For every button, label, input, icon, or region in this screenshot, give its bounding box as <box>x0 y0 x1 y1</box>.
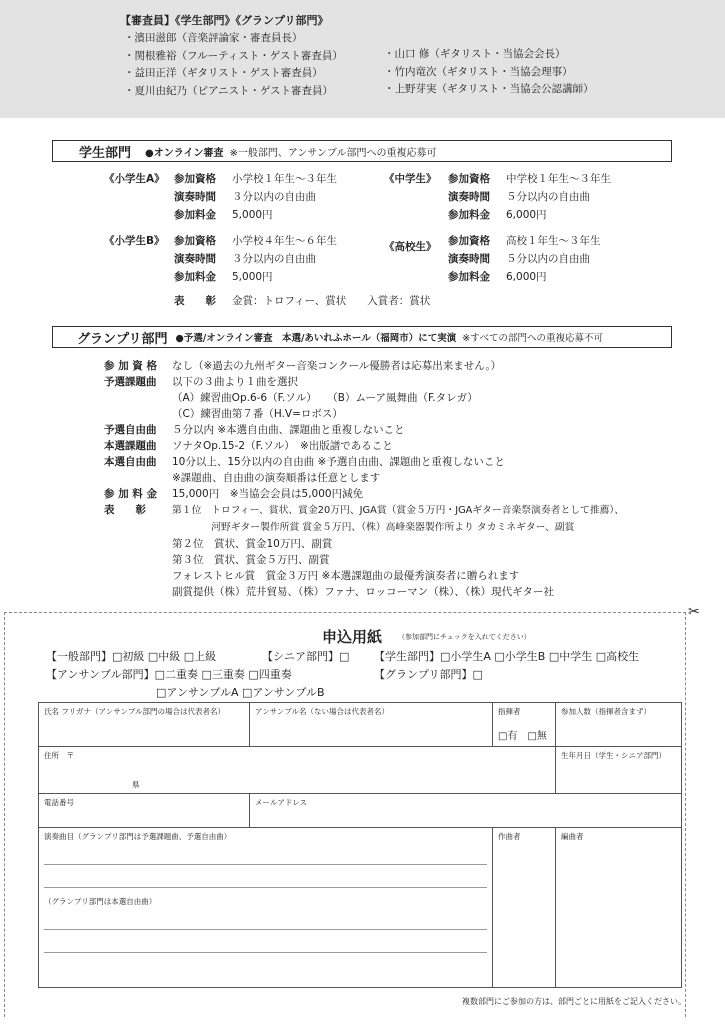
conductor-field[interactable] <box>493 703 556 747</box>
name-field[interactable] <box>39 703 250 747</box>
category-block <box>384 232 601 286</box>
judge-item: ・竹内竜次（ギタリスト・当協会理事） <box>384 65 573 78</box>
grandprix-section-header <box>52 326 672 348</box>
row-value: 小学校１年生～３年生 <box>232 173 337 185</box>
row-key: 参加資格 <box>448 235 490 247</box>
general-checkboxes[interactable]: 【一般部門】□初級 □中級 □上級 <box>46 650 217 663</box>
form-footer-note: 複数部門にご参加の方は、部門ごとに用紙をご記入ください。 <box>462 997 686 1006</box>
email-label: メールアドレス <box>255 798 308 807</box>
row-key: 参加料金 <box>448 209 490 221</box>
row-key: 参加資格 <box>174 173 216 185</box>
grandprix-section-title: グランプリ部門 <box>77 331 168 347</box>
participant-count-label: 参加人数（指揮者含まず） <box>561 707 651 716</box>
grandprix-bullet: ●予選/オンライン審査 本選/あいれふホール（福岡市）にて実演 <box>175 333 457 344</box>
row-value: ５分以内の自由曲 <box>506 191 590 203</box>
row-key: 演奏時間 <box>174 191 216 203</box>
conductor-options[interactable]: □有 □無 <box>498 731 547 742</box>
student-awards <box>174 292 430 310</box>
row-key: 表 彰 <box>174 295 216 307</box>
category-label: 《中学生》 <box>384 173 437 185</box>
participant-count-field[interactable] <box>556 703 682 747</box>
category-block <box>104 232 337 286</box>
row-value: フォレストヒル賞 賞金３万円 ※本選課題曲の最優秀演奏者に贈られます <box>172 570 520 582</box>
phone-label: 電話番号 <box>44 798 74 807</box>
address-field[interactable] <box>39 747 556 794</box>
composer-label: 作曲者 <box>498 832 521 841</box>
form-title: 申込用紙 <box>322 628 383 646</box>
row-value: ソナタOp.15-2（F.ソル） ※出版譜であること <box>172 440 393 452</box>
form-subtitle: （参加部門にチェックを入れてください） <box>398 633 531 641</box>
prefecture-label: 県 <box>132 780 140 789</box>
row-key: 予選課題曲 <box>104 376 157 388</box>
judges-right-list <box>384 46 594 99</box>
row-value: 第２位 賞状、賞金10万円、副賞 <box>172 538 333 550</box>
row-value: ３分以内の自由曲 <box>232 191 316 203</box>
row-value: 5,000円 <box>232 209 273 221</box>
row-key: 参 加 料 金 <box>104 488 157 500</box>
birthdate-label: 生年月日（学生・シニア部門） <box>561 751 666 760</box>
ensemble-name-field[interactable] <box>250 703 493 747</box>
judge-item: ・上野芽実（ギタリスト・当協会公認講師） <box>384 83 594 95</box>
row-key: 参加資格 <box>174 235 216 247</box>
ensemble-name-label: アンサンブル名（ない場合は代表者名） <box>255 707 390 716</box>
row-key: 参加料金 <box>174 271 216 283</box>
row-value: 第３位 賞状、賞金５万円、副賞 <box>172 554 330 566</box>
piece-field[interactable] <box>39 828 493 988</box>
row-value: ※課題曲、自由曲の演奏順番は任意とします <box>172 472 381 484</box>
row-value: ５分以内 ※本選自由曲、課題曲と重複しないこと <box>172 424 405 436</box>
student-note: ※一般部門、アンサンブル部門への重複応募可 <box>229 147 437 159</box>
phone-field[interactable] <box>39 794 250 828</box>
write-line <box>44 907 487 930</box>
row-value: 高校１年生～３年生 <box>506 235 601 247</box>
student-section-title: 学生部門 <box>79 145 132 161</box>
judges-heading: 【審査員】《学生部門》《グランプリ部門》 <box>120 14 329 27</box>
conductor-label: 指揮者 <box>498 707 521 716</box>
row-value: 6,000円 <box>506 271 547 283</box>
category-label: 《小学生A》 <box>104 173 165 185</box>
application-form <box>38 702 682 988</box>
row-value: 中学校１年生～３年生 <box>506 173 611 185</box>
senior-checkbox[interactable]: 【シニア部門】□ <box>262 650 350 663</box>
piece-label-2: （グランプリ部門は本選自由曲） <box>44 897 157 906</box>
student-section-header <box>52 140 672 162</box>
row-value: （A）練習曲Op.6-6（F.ソル） （B）ムーア風舞曲（F.タレガ） <box>172 392 478 404</box>
row-value: 小学校４年生～６年生 <box>232 235 337 247</box>
row-key: 演奏時間 <box>174 253 216 265</box>
row-key: 表 彰 <box>104 504 146 516</box>
row-value: 副賞提供（株）荒井貿易、（株）ファナ、ロッコーマン（株）、（株）現代ギター社 <box>172 586 554 598</box>
row-key: 演奏時間 <box>448 253 490 265</box>
category-label: 《小学生B》 <box>104 235 165 247</box>
row-value: 河野ギター製作所賞 賞金５万円、（株）高峰楽器製作所より タカミネギター、副賞 <box>172 522 575 533</box>
arranger-label: 編曲者 <box>561 832 584 841</box>
address-label: 住所 〒 <box>44 751 74 760</box>
judge-item: ・夏川由紀乃（ピアニスト・ゲスト審査員） <box>124 84 334 97</box>
category-block <box>104 170 337 224</box>
row-value: 15,000円 ※当協会会員は5,000円減免 <box>172 488 364 500</box>
row-value: ３分以内の自由曲 <box>232 253 316 265</box>
row-value: 第１位 トロフィー、賞状、賞金20万円、JGA賞（賞金５万円・JGAギター音楽祭演奏者として推薦）、 <box>172 505 625 516</box>
judges-left-list <box>124 30 343 100</box>
student-bullet: ●オンライン審査 <box>145 147 224 159</box>
category-label: 《高校生》 <box>384 241 437 253</box>
row-value: 以下の３曲より１曲を選択 <box>172 376 298 388</box>
composer-field[interactable] <box>493 828 556 988</box>
judge-item: ・益田正洋（ギタリスト・ゲスト審査員） <box>124 67 323 79</box>
grandprix-checkbox[interactable]: 【グランプリ部門】□ <box>374 668 483 681</box>
row-value: 10分以上、15分以内の自由曲 ※予選自由曲、課題曲と重複しないこと <box>172 456 505 468</box>
arranger-field[interactable] <box>556 828 682 988</box>
category-block <box>384 170 611 224</box>
row-key: 参 加 資 格 <box>104 360 157 372</box>
row-value: 5,000円 <box>232 271 273 283</box>
judge-item: ・濱田滋郎（音楽評論家・審査員長） <box>124 32 303 44</box>
name-label: 氏名 フリガナ（アンサンブル部門の場合は代表者名） <box>44 707 226 716</box>
write-line <box>44 865 487 888</box>
row-value: （C）練習曲第７番（H.V=ロボス） <box>172 408 343 420</box>
row-key: 参加料金 <box>448 271 490 283</box>
ensemble-checkboxes[interactable]: 【アンサンブル部門】□二重奏 □三重奏 □四重奏 <box>46 668 292 681</box>
write-line <box>44 842 487 865</box>
birthdate-field[interactable] <box>556 747 682 794</box>
write-line <box>44 930 487 953</box>
piece-label: 演奏曲目（グランプリ部門は予選課題曲、予選自由曲） <box>44 832 232 841</box>
judges-panel <box>0 0 725 118</box>
row-value: 金賞：トロフィー、賞状 入賞者：賞状 <box>232 295 431 307</box>
ensemble-checkboxes-2[interactable]: □アンサンブルA □アンサンブルB <box>156 686 325 699</box>
row-key: 参加資格 <box>448 173 490 185</box>
row-value: 6,000円 <box>506 209 547 221</box>
grandprix-details <box>104 358 624 600</box>
scissors-icon: ✂ <box>688 604 700 620</box>
email-field[interactable] <box>250 794 682 828</box>
row-key: 参加料金 <box>174 209 216 221</box>
student-checkboxes[interactable]: 【学生部門】□小学生A □小学生B □中学生 □高校生 <box>374 650 640 663</box>
row-value: なし（※過去の九州ギター音楽コンクール優勝者は応募出来ません。） <box>172 360 502 372</box>
judge-item: ・山口 修（ギタリスト・当協会会長） <box>384 48 566 60</box>
row-key: 本選課題曲 <box>104 440 157 452</box>
judge-item: ・関根雅裕（フルーティスト・ゲスト審査員） <box>124 49 343 62</box>
grandprix-note: ※すべての部門への重複応募不可 <box>462 333 604 344</box>
row-key: 予選自由曲 <box>104 424 157 436</box>
row-key: 演奏時間 <box>448 191 490 203</box>
row-key: 本選自由曲 <box>104 456 157 468</box>
row-value: ５分以内の自由曲 <box>506 253 590 265</box>
